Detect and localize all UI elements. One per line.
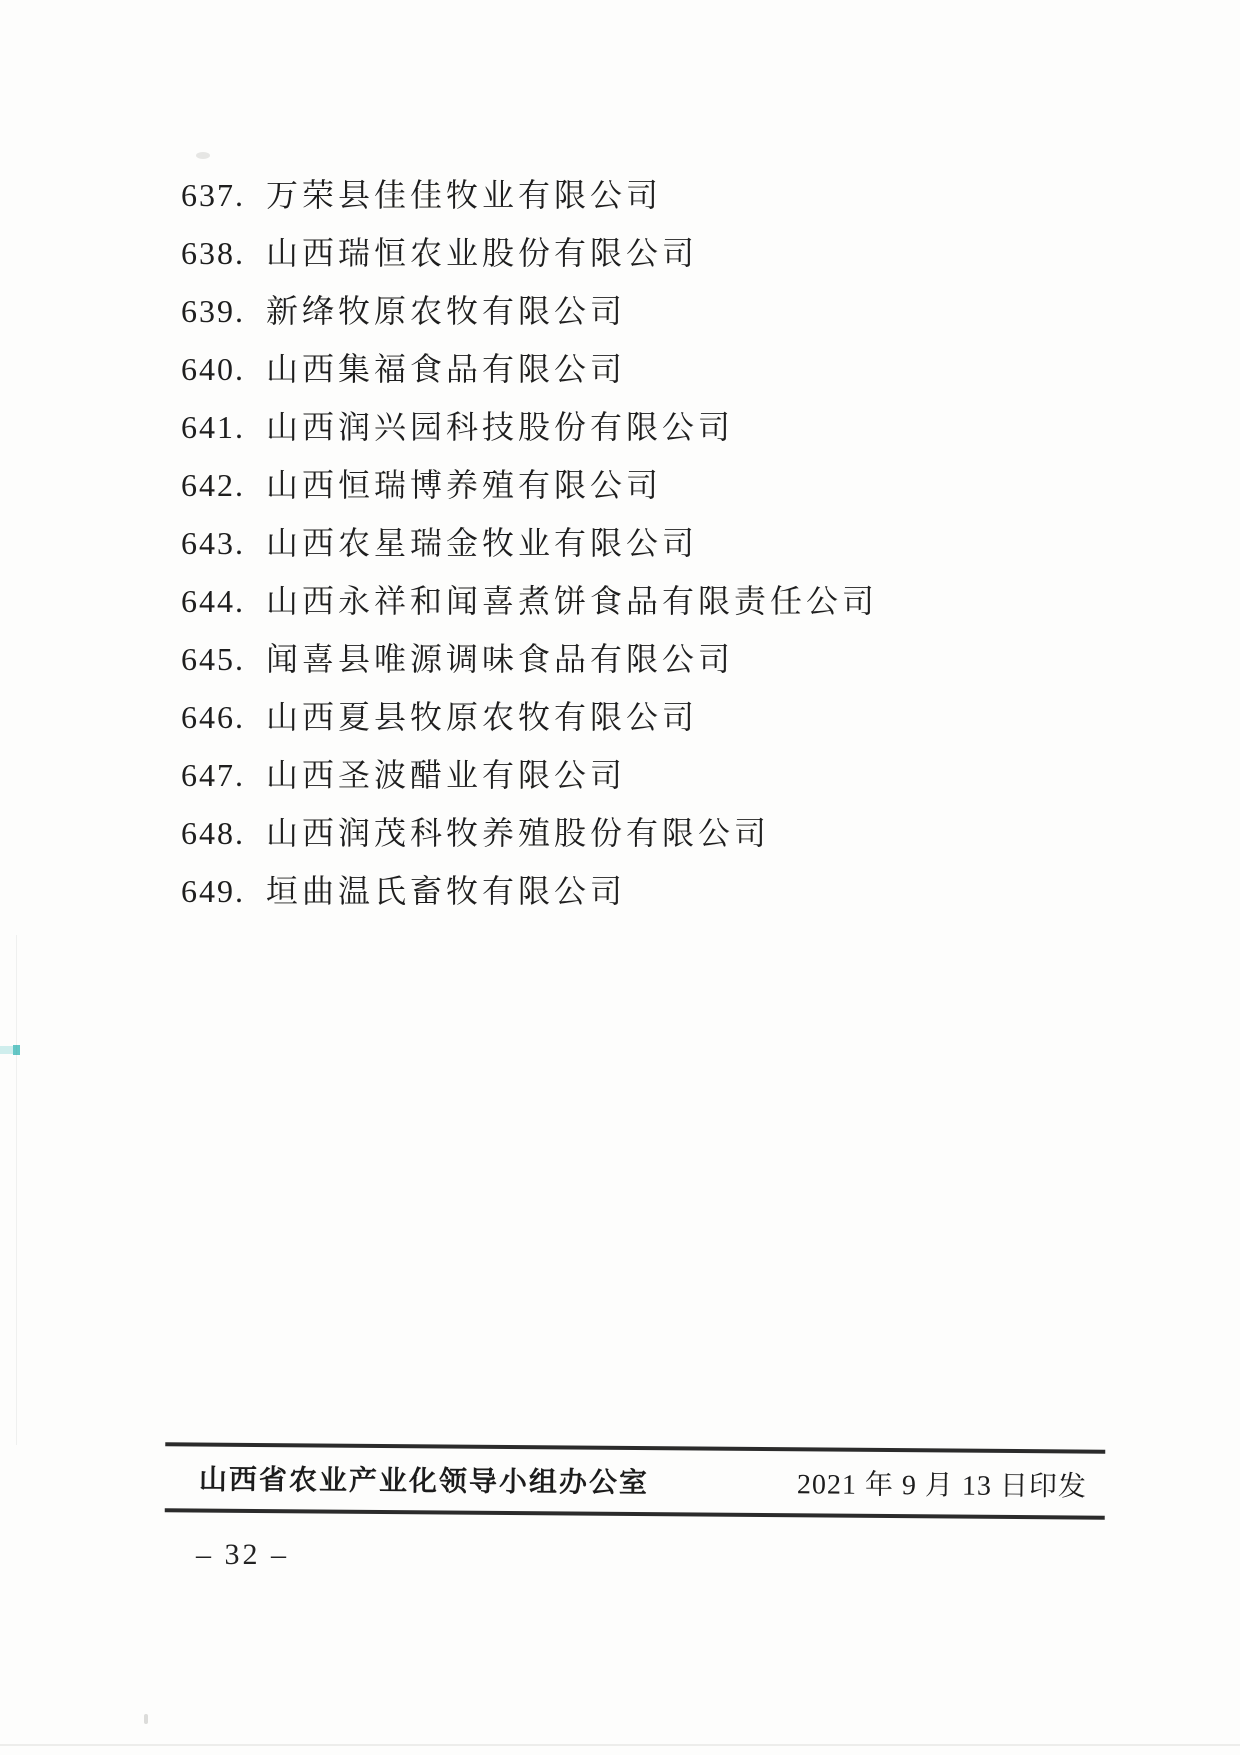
company-name: 山西瑞恒农业股份有限公司 bbox=[266, 235, 699, 271]
list-item bbox=[181, 340, 878, 398]
page-number: – 32 – bbox=[196, 1538, 289, 1571]
company-name: 万荣县佳佳牧业有限公司 bbox=[266, 177, 663, 213]
list-item bbox=[181, 398, 878, 456]
company-name: 新绛牧原农牧有限公司 bbox=[266, 293, 627, 329]
item-number: 645. bbox=[181, 641, 245, 677]
list-item bbox=[181, 804, 878, 862]
company-name: 山西恒瑞博养殖有限公司 bbox=[266, 467, 663, 503]
issuing-office: 山西省农业产业化领导小组办公室 bbox=[198, 1464, 650, 1500]
company-name: 山西润兴园科技股份有限公司 bbox=[266, 409, 735, 445]
print-date: 2021 年 9 月 13 日印发 bbox=[796, 1469, 1088, 1503]
scan-speck bbox=[144, 1714, 148, 1724]
scan-edge-line bbox=[0, 1744, 1240, 1746]
list-item bbox=[181, 514, 878, 572]
item-number: 647. bbox=[181, 757, 245, 793]
item-number: 642. bbox=[181, 467, 245, 503]
list-item bbox=[181, 456, 878, 514]
scan-fold-line bbox=[16, 935, 17, 1445]
list-item bbox=[181, 688, 878, 746]
list-item bbox=[181, 862, 878, 920]
item-number: 648. bbox=[181, 815, 245, 851]
list-item bbox=[181, 282, 878, 340]
company-name: 山西农星瑞金牧业有限公司 bbox=[266, 525, 699, 561]
item-number: 640. bbox=[181, 351, 245, 387]
item-number: 641. bbox=[181, 409, 245, 445]
company-name: 山西永祥和闻喜煮饼食品有限责任公司 bbox=[266, 583, 879, 619]
item-number: 644. bbox=[181, 583, 245, 619]
list-item bbox=[181, 166, 878, 224]
company-name: 山西润茂科牧养殖股份有限公司 bbox=[266, 815, 771, 851]
company-list bbox=[181, 166, 878, 920]
list-item bbox=[181, 224, 878, 282]
item-number: 649. bbox=[181, 873, 245, 909]
scan-smudge bbox=[196, 152, 210, 159]
company-name: 山西集福食品有限公司 bbox=[266, 351, 627, 387]
list-item bbox=[181, 630, 878, 688]
item-number: 639. bbox=[181, 293, 245, 329]
item-number: 643. bbox=[181, 525, 245, 561]
item-number: 646. bbox=[181, 699, 245, 735]
item-number: 638. bbox=[181, 235, 245, 271]
company-name: 闻喜县唯源调味食品有限公司 bbox=[266, 641, 735, 677]
colophon-box bbox=[165, 1442, 1106, 1519]
company-name: 山西夏县牧原农牧有限公司 bbox=[266, 699, 699, 735]
company-name: 山西圣波醋业有限公司 bbox=[266, 757, 627, 793]
list-item bbox=[181, 746, 878, 804]
item-number: 637. bbox=[181, 177, 245, 213]
list-item bbox=[181, 572, 878, 630]
company-name: 垣曲温氏畜牧有限公司 bbox=[266, 873, 627, 909]
